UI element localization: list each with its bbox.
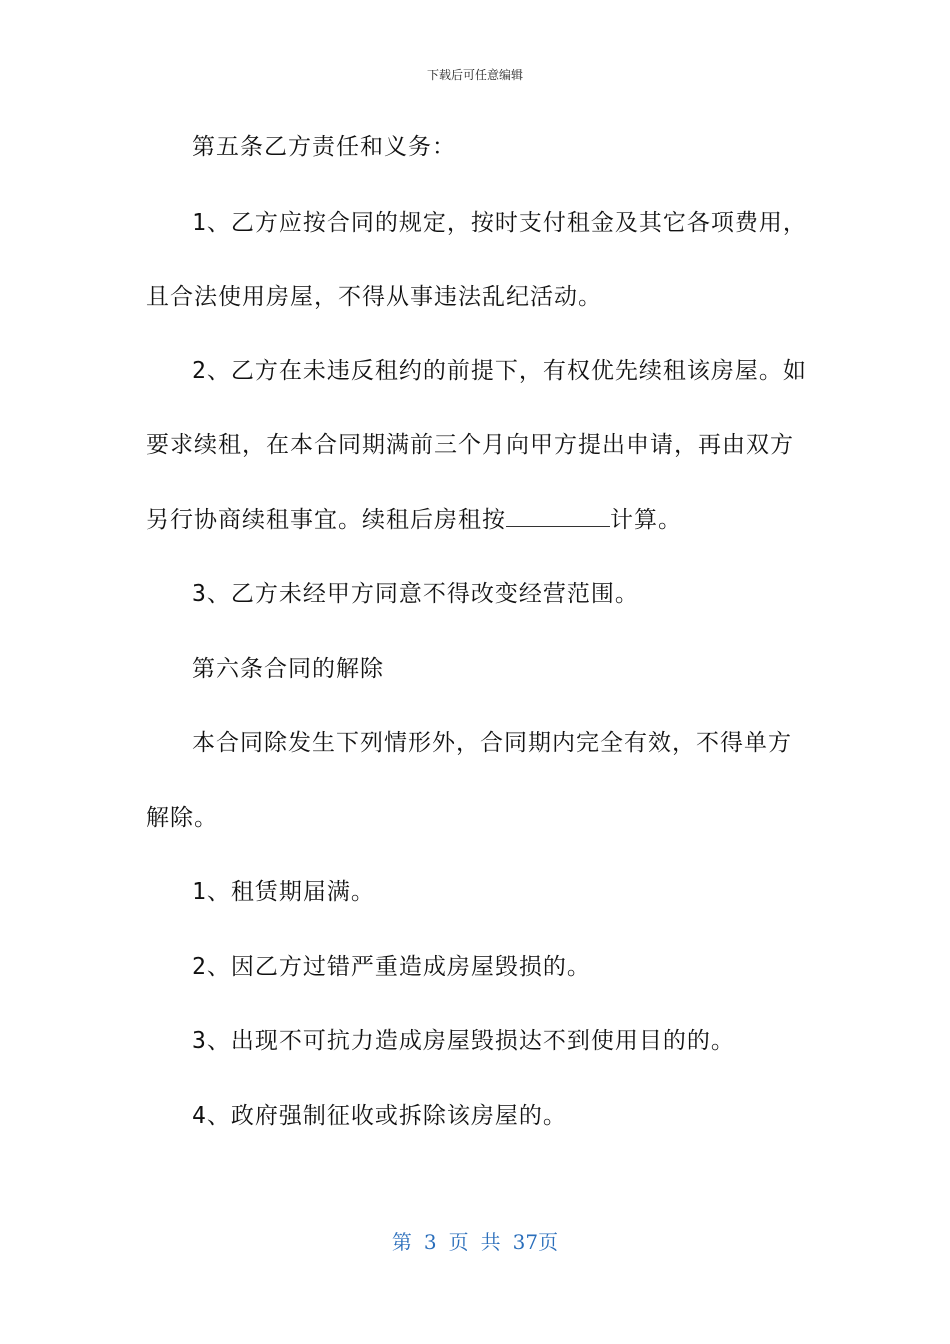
article-five-heading: 第五条乙方责任和义务： [192,134,456,160]
paragraph-line-with-blank [146,505,682,535]
list-item: 3、出现不可抗力造成房屋毁损达不到使用目的的。 [192,1028,735,1054]
footer-word-page: 第 [391,1230,412,1254]
current-page-number: 3 [423,1230,437,1254]
paragraph-text: 计算。 [610,507,682,533]
paragraph-line: 本合同除发生下列情形外，合同期内完全有效，不得单方 [192,730,792,756]
page-header: 下载后可任意编辑 [426,68,523,82]
paragraph-line: 2、乙方在未违反租约的前提下，有权优先续租该房屋。如 [192,358,807,384]
paragraph-line: 要求续租，在本合同期满前三个月向甲方提出申请，再由双方 [146,432,794,458]
total-pages: 37页 [512,1230,559,1254]
paragraph-line: 解除。 [146,805,218,831]
list-item: 4、政府强制征收或拆除该房屋的。 [192,1103,567,1129]
fill-in-blank [506,506,610,527]
paragraph-text: 另行协商续租事宜。续租后房租按 [146,507,506,533]
page-footer [0,1226,950,1255]
list-item: 2、因乙方过错严重造成房屋毁损的。 [192,954,591,980]
footer-word-total: 共 [480,1230,501,1254]
footer-word-ye: 页 [448,1230,469,1254]
paragraph-line: 且合法使用房屋，不得从事违法乱纪活动。 [146,284,602,310]
article-six-heading: 第六条合同的解除 [192,656,384,682]
list-item: 1、租赁期届满。 [192,879,375,905]
paragraph-line: 3、乙方未经甲方同意不得改变经营范围。 [192,581,639,607]
paragraph-line: 1、乙方应按合同的规定，按时支付租金及其它各项费用， [192,210,807,236]
